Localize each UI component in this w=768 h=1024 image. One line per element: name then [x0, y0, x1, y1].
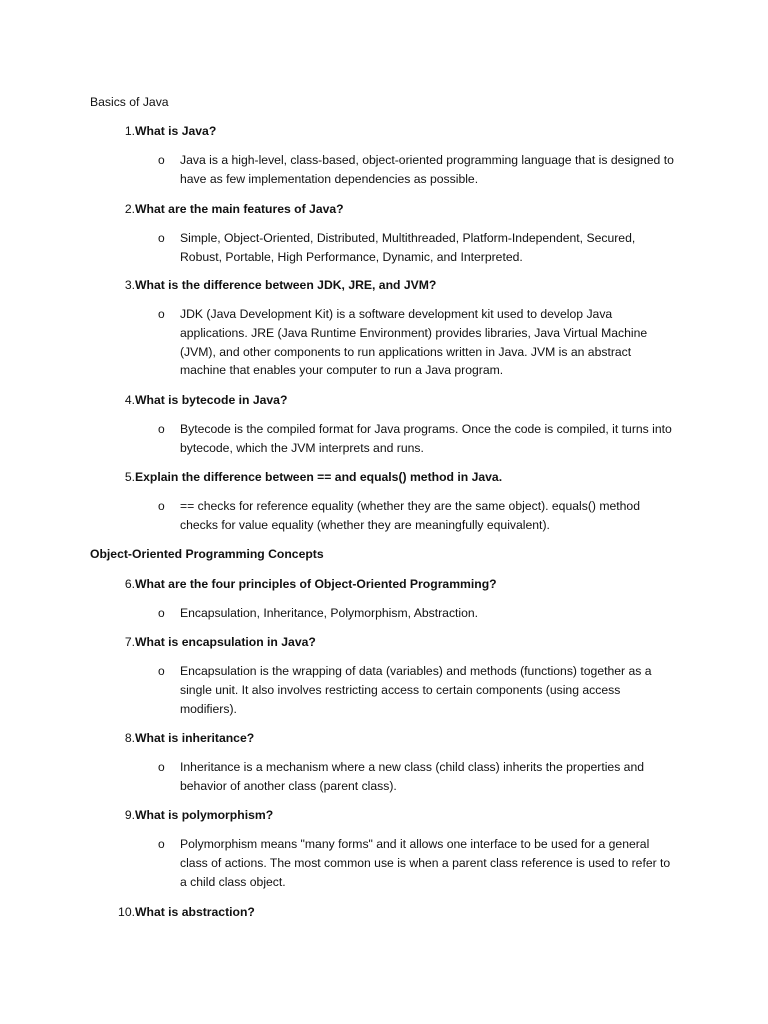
section-heading-oop: Object-Oriented Programming Concepts: [90, 547, 324, 561]
question-item: [100, 729, 700, 747]
question-number: 5.: [124, 470, 135, 484]
bullet-icon: o: [158, 153, 165, 167]
bullet-icon: o: [158, 760, 165, 774]
section-heading-basics: Basics of Java: [90, 95, 169, 109]
bullet-icon: o: [158, 606, 165, 620]
question-item: [100, 391, 700, 409]
question-number: 3.: [124, 278, 135, 292]
question-number: 2.: [124, 202, 135, 216]
answer-text: Encapsulation, Inheritance, Polymorphism, Abstraction.: [180, 606, 479, 620]
question-item: [100, 200, 700, 218]
question-text: What is polymorphism?: [135, 808, 274, 822]
question-item: [100, 903, 700, 921]
question-number: 1.: [124, 124, 135, 138]
question-number: 6.: [124, 577, 135, 591]
question-number: 10.: [118, 905, 135, 919]
question-text: What is Java?: [135, 124, 217, 138]
question-number: 9.: [124, 808, 135, 822]
answer-text: Java is a high-level, class-based, object-oriented programming language that is designed to have as few implementation dependencies as possible.: [180, 153, 674, 186]
question-item: [100, 276, 700, 294]
bullet-icon: o: [158, 231, 165, 245]
answer-text: Simple, Object-Oriented, Distributed, Multithreaded, Platform-Independent, Secured, Robust, Portable, High Performance, Dynamic, and Interpreted.: [180, 231, 636, 264]
question-number: 7.: [124, 635, 135, 649]
question-text: What is the difference between JDK, JRE, and JVM?: [135, 278, 437, 292]
bullet-icon: o: [158, 664, 165, 678]
answer-text: Encapsulation is the wrapping of data (variables) and methods (functions) together as a single unit. It also involves restricting access to certain components (using access modifiers).: [180, 664, 652, 716]
question-item: [100, 633, 700, 651]
answer-text: Bytecode is the compiled format for Java programs. Once the code is compiled, it turns into bytecode, which the JVM interprets and runs.: [180, 422, 672, 455]
bullet-icon: o: [158, 307, 165, 321]
question-item: [100, 122, 700, 140]
question-text: What is encapsulation in Java?: [135, 635, 316, 649]
question-text: What is bytecode in Java?: [135, 393, 288, 407]
answer-text: Polymorphism means "many forms" and it allows one interface to be used for a general class of actions. The most common use is when a parent class reference is used to refer to a child class object.: [180, 837, 671, 889]
question-text: What are the main features of Java?: [135, 202, 344, 216]
question-text: Explain the difference between == and equals() method in Java.: [135, 470, 503, 484]
bullet-icon: o: [158, 422, 165, 436]
answer-text: JDK (Java Development Kit) is a software development kit used to develop Java applications. JRE (Java Runtime Environment) provides libraries, Java Virtual Machine (JVM), and other components to run applications written in Java. JVM is an abstract machine that enables your computer to run a Java program.: [180, 307, 648, 378]
bullet-icon: o: [158, 837, 165, 851]
question-text: What are the four principles of Object-Oriented Programming?: [135, 577, 497, 591]
question-item: [100, 575, 700, 593]
question-item: [100, 468, 700, 486]
question-item: [100, 806, 700, 824]
question-text: What is abstraction?: [135, 905, 255, 919]
question-text: What is inheritance?: [135, 731, 255, 745]
answer-text: Inheritance is a mechanism where a new class (child class) inherits the properties and behavior of another class (parent class).: [180, 760, 645, 793]
question-number: 8.: [124, 731, 135, 745]
answer-text: == checks for reference equality (whether they are the same object). equals() method checks for value equality (whether they are meaningfully equivalent).: [180, 499, 640, 532]
bullet-icon: o: [158, 499, 165, 513]
question-number: 4.: [124, 393, 135, 407]
